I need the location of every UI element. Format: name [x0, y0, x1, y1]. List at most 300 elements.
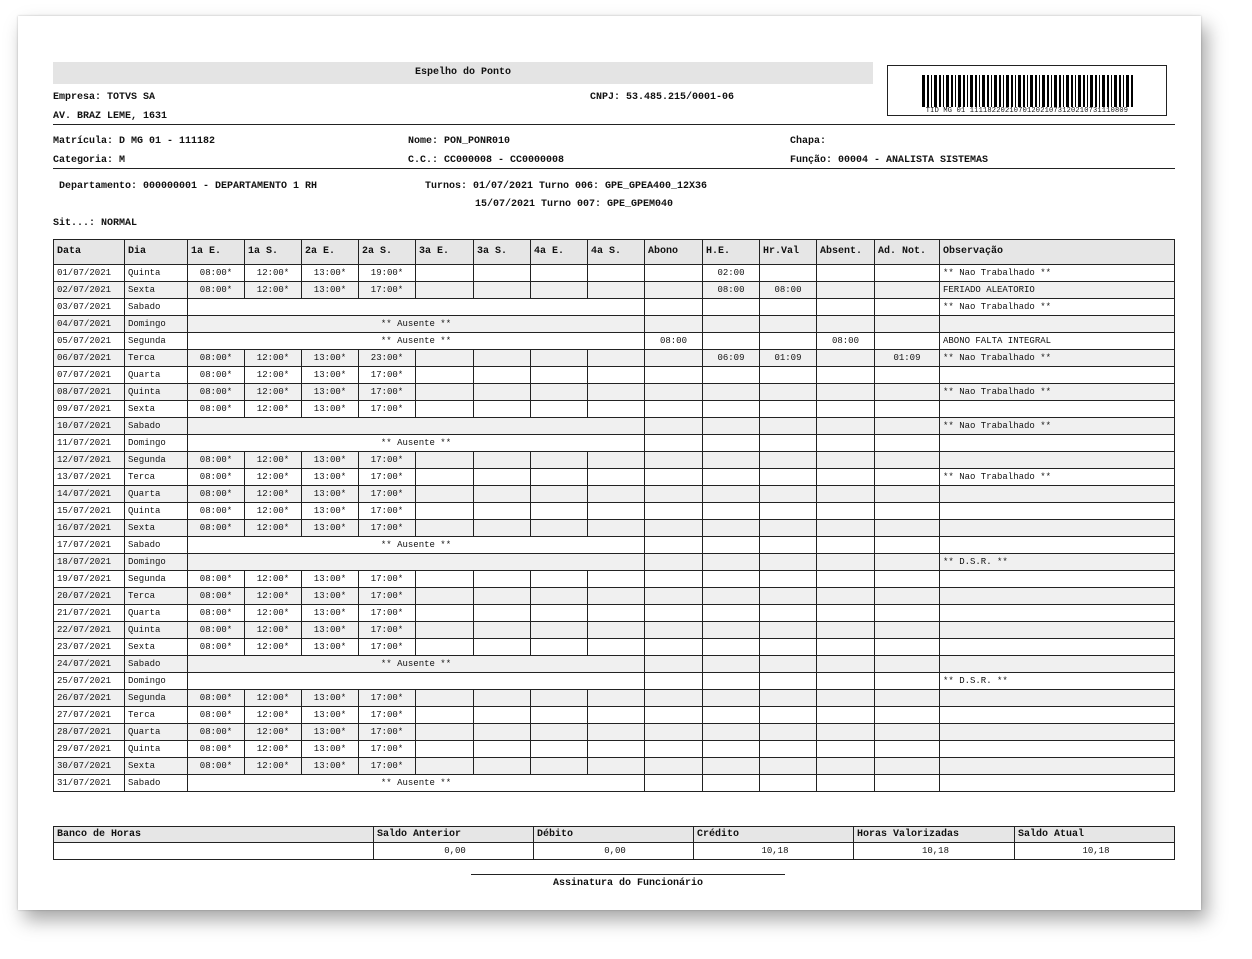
column-header: 4a E. [531, 240, 588, 265]
table-cell: 13:00* [302, 350, 359, 367]
barcode-bar [1066, 75, 1069, 107]
table-row [54, 452, 1175, 469]
table-cell [416, 503, 474, 520]
barcode-bar [1131, 75, 1133, 107]
table-cell [703, 724, 760, 741]
barcode-bar [1047, 75, 1049, 107]
table-cell: 08/07/2021 [54, 384, 125, 401]
barcode-bar [958, 75, 961, 107]
table-cell: 17:00* [359, 588, 416, 605]
table-row [54, 775, 1175, 792]
table-cell [760, 639, 817, 656]
table-cell [645, 605, 703, 622]
table-cell [940, 588, 1175, 605]
table-row [54, 758, 1175, 775]
matricula-label: Matrícula: D MG 01 - 111182 [53, 136, 216, 147]
table-cell [703, 503, 760, 520]
table-cell [875, 401, 940, 418]
table-cell [703, 486, 760, 503]
table-cell [474, 452, 531, 469]
table-row [54, 486, 1175, 503]
table-cell [703, 367, 760, 384]
table-row [54, 741, 1175, 758]
table-row [54, 622, 1175, 639]
table-cell: 12:00* [245, 741, 302, 758]
table-cell: Sabado [125, 656, 188, 673]
table-cell [817, 537, 875, 554]
table-cell: 25/07/2021 [54, 673, 125, 690]
cc-label: C.C.: CC000008 - CC0000008 [408, 155, 565, 166]
table-cell [645, 299, 703, 316]
table-cell [760, 690, 817, 707]
table-row [54, 350, 1175, 367]
report-page [18, 16, 1201, 910]
table-cell: 17:00* [359, 707, 416, 724]
table-cell [588, 367, 645, 384]
barcode-bar [1018, 75, 1021, 107]
barcode-bar [927, 75, 929, 107]
table-row [54, 639, 1175, 656]
table-cell [588, 724, 645, 741]
table-cell [588, 741, 645, 758]
table-cell [875, 588, 940, 605]
table-cell [588, 503, 645, 520]
table-cell [188, 299, 645, 316]
barcode-bar [1114, 75, 1117, 107]
table-cell: Quinta [125, 503, 188, 520]
table-cell [703, 435, 760, 452]
barcode-bar [943, 75, 944, 107]
table-cell: 12:00* [245, 265, 302, 282]
table-cell: 13:00* [302, 486, 359, 503]
table-cell [645, 435, 703, 452]
table-cell [531, 741, 588, 758]
barcode-bar [1042, 75, 1045, 107]
table-cell: 17:00* [359, 690, 416, 707]
table-cell [416, 469, 474, 486]
table-cell [817, 350, 875, 367]
table-cell: ** Ausente ** [188, 435, 645, 452]
bank-hours-table [53, 826, 1175, 860]
barcode-bar [987, 75, 989, 107]
barcode-bar [1039, 75, 1040, 107]
table-cell: 10/07/2021 [54, 418, 125, 435]
table-cell: ** Ausente ** [188, 316, 645, 333]
table-cell: 28/07/2021 [54, 724, 125, 741]
table-cell: 27/07/2021 [54, 707, 125, 724]
table-cell: 17:00* [359, 639, 416, 656]
table-cell [588, 282, 645, 299]
table-cell [645, 707, 703, 724]
table-cell [588, 452, 645, 469]
table-cell: Terca [125, 707, 188, 724]
table-cell [760, 758, 817, 775]
table-cell: 17:00* [359, 401, 416, 418]
table-cell: 17:00* [359, 605, 416, 622]
table-cell: Segunda [125, 690, 188, 707]
table-cell [474, 367, 531, 384]
table-cell [588, 639, 645, 656]
bank-value-cell [54, 843, 374, 860]
table-cell [645, 316, 703, 333]
table-cell: 11/07/2021 [54, 435, 125, 452]
table-cell [531, 367, 588, 384]
table-cell [531, 622, 588, 639]
table-cell [817, 775, 875, 792]
barcode-bar [1119, 75, 1121, 107]
table-cell [817, 741, 875, 758]
table-cell: 12:00* [245, 605, 302, 622]
table-cell [875, 469, 940, 486]
table-cell: ** Ausente ** [188, 537, 645, 554]
table-cell [760, 299, 817, 316]
barcode-bar [999, 75, 1001, 107]
table-cell [416, 690, 474, 707]
table-cell [760, 775, 817, 792]
table-cell [875, 503, 940, 520]
table-cell [760, 605, 817, 622]
table-cell [760, 520, 817, 537]
table-cell [416, 384, 474, 401]
table-cell: Domingo [125, 316, 188, 333]
table-cell: 03/07/2021 [54, 299, 125, 316]
table-cell: 08:00* [188, 622, 245, 639]
bank-header-cell: Banco de Horas [54, 827, 374, 843]
table-cell: 17:00* [359, 486, 416, 503]
table-cell [531, 401, 588, 418]
report-title: Espelho do Ponto [414, 67, 511, 78]
table-cell [760, 673, 817, 690]
table-cell: 13:00* [302, 758, 359, 775]
table-cell: Sabado [125, 299, 188, 316]
table-cell [474, 503, 531, 520]
table-cell [474, 588, 531, 605]
table-cell [474, 707, 531, 724]
table-cell [531, 707, 588, 724]
table-cell: 12:00* [245, 367, 302, 384]
barcode-bar [939, 75, 941, 107]
barcode-bar [1111, 75, 1112, 107]
table-cell: 06/07/2021 [54, 350, 125, 367]
table-cell: 12:00* [245, 571, 302, 588]
column-header: 3a S. [474, 240, 531, 265]
table-cell: ** D.S.R. ** [940, 673, 1175, 690]
table-cell [645, 588, 703, 605]
table-cell [588, 707, 645, 724]
table-row [54, 299, 1175, 316]
table-cell [703, 469, 760, 486]
table-cell [940, 316, 1175, 333]
table-cell [875, 282, 940, 299]
table-cell [875, 418, 940, 435]
table-cell [588, 486, 645, 503]
table-cell [416, 639, 474, 656]
table-cell [760, 741, 817, 758]
table-cell [703, 775, 760, 792]
table-cell: 18/07/2021 [54, 554, 125, 571]
table-cell [188, 418, 645, 435]
table-cell [817, 418, 875, 435]
table-cell: Sabado [125, 537, 188, 554]
table-cell: Quinta [125, 265, 188, 282]
table-cell: 12:00* [245, 350, 302, 367]
table-cell [474, 265, 531, 282]
table-cell [940, 435, 1175, 452]
table-cell [817, 282, 875, 299]
table-cell: 13:00* [302, 639, 359, 656]
table-cell: ** Nao Trabalhado ** [940, 469, 1175, 486]
table-cell [760, 401, 817, 418]
table-cell: 12:00* [245, 520, 302, 537]
bank-header-cell: Débito [534, 827, 694, 843]
table-cell: 12:00* [245, 469, 302, 486]
table-cell: 13:00* [302, 588, 359, 605]
table-cell [703, 673, 760, 690]
table-cell: 13:00* [302, 724, 359, 741]
barcode-bar [967, 75, 968, 107]
barcode-bar [1087, 75, 1088, 107]
table-cell [817, 690, 875, 707]
table-cell: 01:09 [760, 350, 817, 367]
table-cell [588, 622, 645, 639]
table-cell: 12:00* [245, 503, 302, 520]
table-cell [817, 656, 875, 673]
table-cell [645, 690, 703, 707]
table-cell [416, 605, 474, 622]
barcode-bar [1123, 75, 1124, 107]
table-cell: 17/07/2021 [54, 537, 125, 554]
table-cell [875, 690, 940, 707]
table-cell: 26/07/2021 [54, 690, 125, 707]
table-cell: 21/07/2021 [54, 605, 125, 622]
table-cell [645, 282, 703, 299]
table-cell: 08:00 [760, 282, 817, 299]
table-row [54, 690, 1175, 707]
table-cell [531, 384, 588, 401]
table-cell [645, 758, 703, 775]
table-cell [817, 469, 875, 486]
barcode-bar [994, 75, 997, 107]
table-row [54, 435, 1175, 452]
table-cell: 08:00* [188, 690, 245, 707]
table-cell [474, 690, 531, 707]
column-header: Abono [645, 240, 703, 265]
table-cell [760, 724, 817, 741]
table-cell: 06:09 [703, 350, 760, 367]
table-cell: 04/07/2021 [54, 316, 125, 333]
table-cell: 08:00* [188, 588, 245, 605]
table-cell [531, 605, 588, 622]
table-cell: 12:00* [245, 724, 302, 741]
table-cell: 17:00* [359, 469, 416, 486]
table-cell: 13:00* [302, 571, 359, 588]
table-cell: 17:00* [359, 622, 416, 639]
table-cell: ABONO FALTA INTEGRAL [940, 333, 1175, 350]
table-cell [875, 265, 940, 282]
table-cell: 13/07/2021 [54, 469, 125, 486]
table-cell [760, 367, 817, 384]
table-cell: Quinta [125, 622, 188, 639]
table-cell: 08:00* [188, 265, 245, 282]
column-header: 1a E. [188, 240, 245, 265]
barcode-image [922, 75, 1134, 107]
table-row [54, 537, 1175, 554]
table-cell [875, 452, 940, 469]
table-cell [817, 605, 875, 622]
table-cell: ** Ausente ** [188, 333, 645, 350]
table-row [54, 333, 1175, 350]
table-cell [474, 401, 531, 418]
column-header: 4a S. [588, 240, 645, 265]
barcode-bar [991, 75, 992, 107]
empresa-label: Empresa: TOTVS SA [53, 92, 156, 103]
table-cell [875, 741, 940, 758]
table-cell [531, 758, 588, 775]
table-cell [760, 418, 817, 435]
table-cell [416, 571, 474, 588]
table-cell [760, 435, 817, 452]
table-cell [940, 605, 1175, 622]
table-cell [474, 622, 531, 639]
table-header-row [54, 240, 1175, 265]
table-cell: 29/07/2021 [54, 741, 125, 758]
table-cell [588, 520, 645, 537]
table-cell [416, 282, 474, 299]
table-cell [474, 571, 531, 588]
table-row [54, 707, 1175, 724]
table-cell [416, 724, 474, 741]
table-cell: 17:00* [359, 520, 416, 537]
table-cell [703, 571, 760, 588]
table-cell [875, 656, 940, 673]
table-cell [817, 265, 875, 282]
table-cell: 17:00* [359, 741, 416, 758]
report-title-bar [53, 62, 873, 84]
table-cell [703, 707, 760, 724]
table-cell [474, 282, 531, 299]
barcode-bar [931, 75, 932, 107]
bank-header-cell: Crédito [694, 827, 854, 843]
table-cell: Domingo [125, 673, 188, 690]
table-cell [703, 741, 760, 758]
table-cell [416, 622, 474, 639]
barcode-bar [1107, 75, 1109, 107]
table-cell [760, 571, 817, 588]
table-cell: 12:00* [245, 486, 302, 503]
table-cell [703, 639, 760, 656]
table-cell [940, 707, 1175, 724]
barcode-bar [1090, 75, 1093, 107]
table-cell [875, 537, 940, 554]
table-cell [588, 265, 645, 282]
table-cell [188, 673, 645, 690]
barcode-bar [951, 75, 953, 107]
table-cell [817, 316, 875, 333]
table-cell [875, 299, 940, 316]
table-cell [188, 554, 645, 571]
table-cell: 13:00* [302, 282, 359, 299]
table-cell: ** Nao Trabalhado ** [940, 350, 1175, 367]
funcao-label: Função: 00004 - ANALISTA SISTEMAS [790, 155, 989, 166]
table-cell: 13:00* [302, 707, 359, 724]
table-cell: Terca [125, 469, 188, 486]
table-cell [416, 350, 474, 367]
table-row [54, 401, 1175, 418]
table-cell [645, 554, 703, 571]
table-cell: Quarta [125, 724, 188, 741]
table-row [54, 656, 1175, 673]
table-cell [416, 265, 474, 282]
table-cell: 24/07/2021 [54, 656, 125, 673]
table-cell [474, 469, 531, 486]
table-cell [703, 384, 760, 401]
table-cell [875, 486, 940, 503]
table-cell: Segunda [125, 571, 188, 588]
table-cell: 07/07/2021 [54, 367, 125, 384]
table-cell: 09/07/2021 [54, 401, 125, 418]
turnos-label-2: 15/07/2021 Turno 007: GPE_GPEM040 [475, 199, 674, 210]
barcode-bar [1006, 75, 1009, 107]
bank-value-cell: 10,18 [694, 843, 854, 860]
turnos-label-1: Turnos: 01/07/2021 Turno 006: GPE_GPEA400_12X36 [425, 181, 708, 192]
table-cell [645, 469, 703, 486]
barcode-box [887, 65, 1167, 116]
table-cell [817, 622, 875, 639]
table-cell [875, 435, 940, 452]
table-cell [940, 486, 1175, 503]
table-cell [817, 673, 875, 690]
barcode-bar [1102, 75, 1105, 107]
table-cell [760, 656, 817, 673]
column-header: Data [54, 240, 125, 265]
table-cell: Segunda [125, 452, 188, 469]
table-cell: 12:00* [245, 758, 302, 775]
table-cell [645, 503, 703, 520]
table-cell: 19:00* [359, 265, 416, 282]
table-cell: 12:00* [245, 384, 302, 401]
table-cell: 12:00* [245, 639, 302, 656]
table-cell [703, 656, 760, 673]
table-cell: 12:00* [245, 401, 302, 418]
table-cell [645, 520, 703, 537]
table-row [54, 282, 1175, 299]
table-cell [760, 452, 817, 469]
table-cell: 12:00* [245, 707, 302, 724]
barcode-bar [1059, 75, 1061, 107]
barcode-bar [1075, 75, 1076, 107]
table-cell [531, 503, 588, 520]
table-cell: 08:00* [188, 724, 245, 741]
table-row [54, 724, 1175, 741]
table-cell [875, 384, 940, 401]
table-cell [416, 486, 474, 503]
table-row [54, 520, 1175, 537]
table-cell [875, 367, 940, 384]
table-row [54, 316, 1175, 333]
table-cell: 16/07/2021 [54, 520, 125, 537]
table-cell [940, 741, 1175, 758]
table-row [54, 384, 1175, 401]
table-cell [760, 554, 817, 571]
barcode-text: TID MG 01 11118220210701202107312021073111080​9 [925, 107, 1129, 115]
barcode-bar [1003, 75, 1004, 107]
table-cell [940, 690, 1175, 707]
table-cell: Quarta [125, 486, 188, 503]
table-cell [531, 724, 588, 741]
table-cell: 31/07/2021 [54, 775, 125, 792]
table-cell: 08:00* [188, 639, 245, 656]
table-cell: Quinta [125, 384, 188, 401]
